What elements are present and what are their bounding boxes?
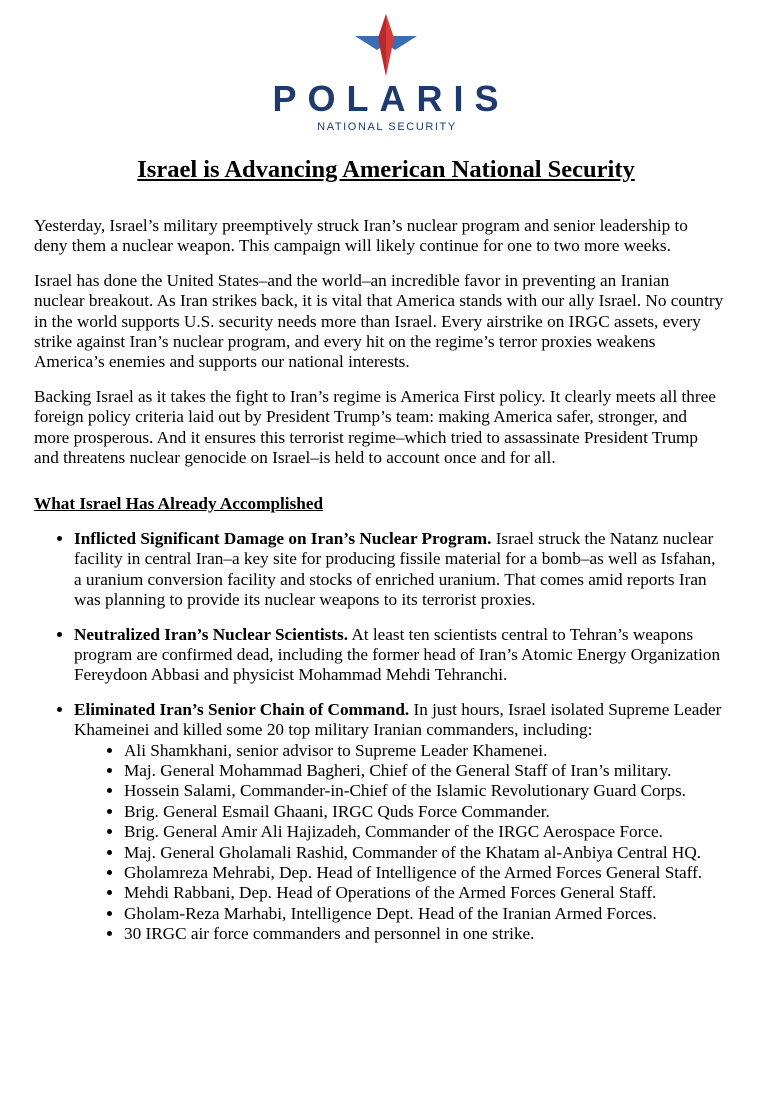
sub-list-item: • Gholam-Reza Marhabi, Intelligence Dept. Head of the Iranian Armed Forces. (124, 904, 724, 924)
accomplishments-list (34, 529, 724, 945)
sub-list-item: • 30 IRGC air force commanders and personnel in one strike. (124, 924, 724, 944)
item-text: At least ten scientists central to Tehran’s weapons program are confirmed dead, including the former head of Iran’s Atomic Energy Organization Fereydoon Abbasi and physicist Mohammad Mehdi Tehranchi. (74, 624, 721, 685)
intro-paragraph: Backing Israel as it takes the fight to Iran’s regime is America First policy. It clearly meets all three foreign policy criteria laid out by President Trump’s team: making America safer, stronger, and more prosperous. And it ensures this terrorist regime–which tried to assassinate President Trump and threatens nuclear genocide on Israel–is held to account once and for all. (34, 386, 716, 468)
list-item (74, 700, 724, 945)
section-heading: What Israel Has Already Accomplished (34, 494, 324, 514)
sub-list-item: • Gholamreza Mehrabi, Dep. Head of Intelligence of the Armed Forces General Staff. (124, 863, 724, 883)
brand-name: POLARIS (272, 78, 510, 119)
sub-list-item: • Mehdi Rabbani, Dep. Head of Operations of the Armed Forces General Staff. (124, 883, 724, 903)
item-text: In just hours, Israel isolated Supreme Leader Khameinei and killed some 20 top military Iranian commanders, including: (74, 699, 722, 740)
intro-paragraph: Israel has done the United States–and the world–an incredible favor in preventing an Iranian nuclear breakout. As Iran strikes back, it is vital that America stands with our ally Israel. No country in the world supports U.S. security needs more than Israel. Every airstrike on IRGC assets, every strike against Iran’s nuclear program, and every hit on the regime’s terror proxies weakens America’s enemies and supports our national interests. (34, 270, 724, 372)
sub-list-item: • Ali Shamkhani, senior advisor to Supreme Leader Khamenei. (124, 741, 724, 761)
logo (0, 14, 772, 134)
intro-paragraph: Yesterday, Israel’s military preemptively struck Iran’s nuclear program and senior leadership to deny them a nuclear weapon. This campaign will likely continue for one to two more weeks. (34, 216, 688, 256)
item-text: Israel struck the Natanz nuclear facility in central Iran–a key site for producing fissile material for a bomb–as well as Isfahan, a uranium conversion facility and stocks of enriched uranium. That comes amid reports Iran was planning to provide its nuclear weapons to its terrorist proxies. (74, 528, 716, 610)
sub-list-item: • Brig. General Esmail Ghaani, IRGC Quds Force Commander. (124, 802, 724, 822)
brand-subtitle: NATIONAL SECURITY (317, 121, 457, 133)
list-item (74, 529, 724, 611)
item-lead: Inflicted Significant Damage on Iran’s Nuclear Program. (74, 528, 492, 548)
item-lead: Eliminated Iran’s Senior Chain of Command. (74, 699, 410, 719)
page-title: Israel is Advancing American National Security (137, 156, 635, 183)
sub-list-item: • Brig. General Amir Ali Hajizadeh, Commander of the IRGC Aerospace Force. (124, 822, 724, 842)
sub-list-item: • Maj. General Mohammad Bagheri, Chief of the General Staff of Iran’s military. (124, 761, 724, 781)
item-lead: Neutralized Iran’s Nuclear Scientists. (74, 624, 349, 644)
sub-list-item: • Maj. General Gholamali Rashid, Commander of the Khatam al-Anbiya Central HQ. (124, 843, 724, 863)
sub-list-item: • Hossein Salami, Commander-in-Chief of the Islamic Revolutionary Guard Corps. (124, 781, 724, 801)
list-item (74, 625, 724, 686)
commanders-list (74, 741, 724, 945)
document-body (34, 216, 724, 959)
star-icon (355, 14, 417, 76)
